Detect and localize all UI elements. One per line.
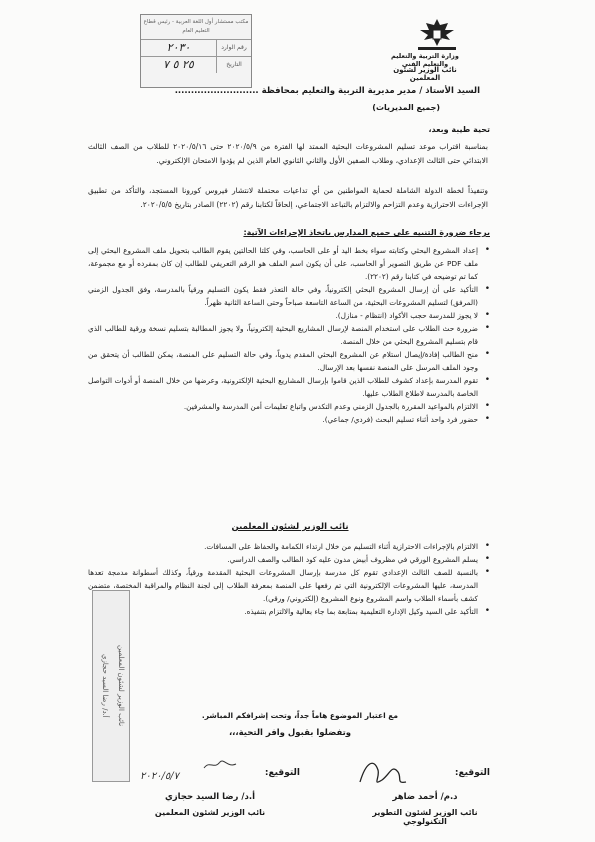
list-item: • بالنسبة للصف الثالث الإعدادي تقوم كل مدرسة بإرسال المشروعات البحثية المقدمة ورقياً، وكذلك أسطوانة مدمجة تعدها المدرسة، عليها المشروعات الإلكترونية التي تم رفعها على المنصة بمعرفة الطلاب إلى لجنة النظام والمراقبة المختصة، متضمن كشف بأسماء الطلاب واسم المشروع ونوع المشروع (إلكتروني/ ورقي). (88, 566, 478, 605)
signatory-title: نائب الوزير لشئون التطوير التكنولوجي (372, 808, 478, 826)
handwritten-signature-icon (352, 752, 412, 792)
list-item: • حضور فرد واحد أثناء تسليم البحث (فردي/ جماعي). (88, 413, 478, 426)
signature-label: التوقيع: (454, 768, 490, 778)
closing-note: مع اعتبار الموضوع هاماً جداً، وتحت إشرافكم المباشر. (201, 711, 399, 720)
addressee: السيد الأستاذ / مدير مديرية التربية والتعليم بمحافظة .......................... (174, 86, 480, 96)
stamp-number-row (141, 39, 251, 56)
signatory-name: أ.د/ رضا السيد حجازي (164, 792, 256, 802)
list-item: • ضرورة حث الطلاب على استخدام المنصة لإرسال المشاريع البحثية إلكترونياً، ولا يجوز المطالبة بتسليم نسخة ورقية للطالب الذي قام بتسليم المشروع البحثي من خلال المنصة. (88, 322, 478, 348)
list-item: • لا يجوز للمدرسة حجب الأكواد (انتظام - منازل). (88, 309, 478, 322)
side-stamp-line1: نائب الوزير لشئون المعلمين (117, 645, 125, 727)
list-item: • التأكيد على السيد وكيل الإدارة التعليمية بمتابعة بما جاء بعالية والالتزام بتنفيذه. (88, 605, 478, 618)
procedures-list (88, 244, 492, 426)
precautions-list (88, 540, 492, 618)
list-item: • إعداد المشروع البحثي وكتابته سواء بخط اليد أو على الحاسب، وفي كلتا الحالتين يقوم الطالب بتحويل ملف المشروع البحثي إلى ملف PDF عن طريق التصوير أو الحاسب، على أن يكون اسم الملف هو الرقم التعريفي للطالب إن كان بمفرده أو مع مجموعة، كما تم توضيحه في كتابنا رقم (٢٢٠٢). (88, 244, 478, 283)
side-stamp-line2: أ.د/ رضا السيد حجازي (101, 654, 109, 718)
signatory-name: د.م/ أحمد ضاهر (392, 792, 458, 802)
ministry-name: وزارة التربية والتعليم والتعليم الفني (391, 52, 459, 68)
intro-paragraph: بمناسبة اقتراب موعد تسليم المشروعات البحثية الممتد لها الفترة من ٢٠٢٠/٥/٩ حتى ٢٠٢٠/٥/١٦ للطلاب من الصف الثالث الابتدائي حتى الثالث الإعدادي، وطلاب الصفين الأول والثاني الثانوي العام الذين لم يؤدوا الامتحان الإلكتروني. (88, 142, 488, 165)
all-directorates: (جميع المديريات) (372, 103, 440, 112)
list-item: • تقوم المدرسة بإعداد كشوف للطلاب الذين قاموا بإرسال المشاريع البحثية الإلكترونية، وعرضها من خلال المنصة أو أدوات التواصل الخاصة بالمدرسة لاطلاع الطلاب عليها. (88, 374, 478, 400)
signature-label: التوقيع: (264, 768, 300, 778)
section-two-title: نائب الوزير لشئون المعلمين (231, 522, 349, 532)
stamp-date-row (141, 56, 251, 73)
incoming-stamp (140, 14, 252, 88)
list-item: • الالتزام بالمواعيد المقررة بالجدول الزمني وعدم التكدس واتباع تعليمات أمن المدرسة والمشرفين. (88, 400, 478, 413)
handwritten-initials-icon (200, 758, 240, 772)
stamp-number-value: ٢٠٣٠ (166, 41, 191, 54)
stamp-date-label: التاريخ (216, 57, 251, 73)
list-item: • يسلم المشروع الورقي في مظروف أبيض مدون عليه كود الطالب والصف الدراسي. (88, 553, 478, 566)
office-name: نائب الوزير لشئون المعلمين (393, 66, 457, 82)
stamp-heading: مكتب مستشار أول اللغة العربية - رئيس قطاع التعليم العام (143, 19, 249, 34)
handwritten-date: ٢٠٢٠/٥/٧ (140, 771, 179, 782)
signatory-title: نائب الوزير لشئون المعلمين (154, 808, 266, 817)
context-paragraph: وتنفيذاً لخطة الدولة الشاملة لحماية المواطنين من أي تداعيات محتملة لانتشار فيروس كورونا المستجد، والتأكد من تطبيق الإجراءات الاحترازية وعدم التزاحم والالتزام بالتباعد الاجتماعي، إلحاقاً لكتابنا رقم (٢٢٠٢) الصادر بتاريخ ٢٠٢٠/٥/٥. (88, 186, 488, 209)
eagle-emblem-icon (412, 16, 462, 54)
list-item: • الالتزام بالإجراءات الاحترازية أثناء التسليم من خلال ارتداء الكمامة والحفاظ على المسافات. (88, 540, 478, 553)
greeting: تحية طيبة وبعد، (428, 125, 490, 134)
stamp-date-value: ٢٥ ٥ ٧ (163, 58, 194, 71)
list-item: • التأكيد على أن إرسال المشروع البحثي إلكترونياً، وفي حالة التعذر فقط يكون التسليم ورقياً بالمدرسة، وفق الجدول الزمني (المرفق) لتسليم المشروعات البحثية، من الساعة التاسعة صباحاً وحتى الساعة الثانية ظهراً. (88, 283, 478, 309)
stamp-number-label: رقم الوارد (216, 40, 251, 56)
list-item: • منح الطالب إفادة/إيصال استلام عن المشروع البحثي المقدم يدوياً، وفي حالة التسليم على المنصة، يمكن للطالب أن يتحقق من وجود الملف المرسل على المنصة نفسها بعد الإرسال. (88, 348, 478, 374)
directive-heading: برجاء ضرورة التنبيه على جميع المدارس باتخاذ الإجراءات الآتية: (243, 228, 490, 237)
side-stamp (92, 590, 130, 782)
closing-regards: وتفضلوا بقبول وافر التحية،،، (228, 728, 352, 738)
